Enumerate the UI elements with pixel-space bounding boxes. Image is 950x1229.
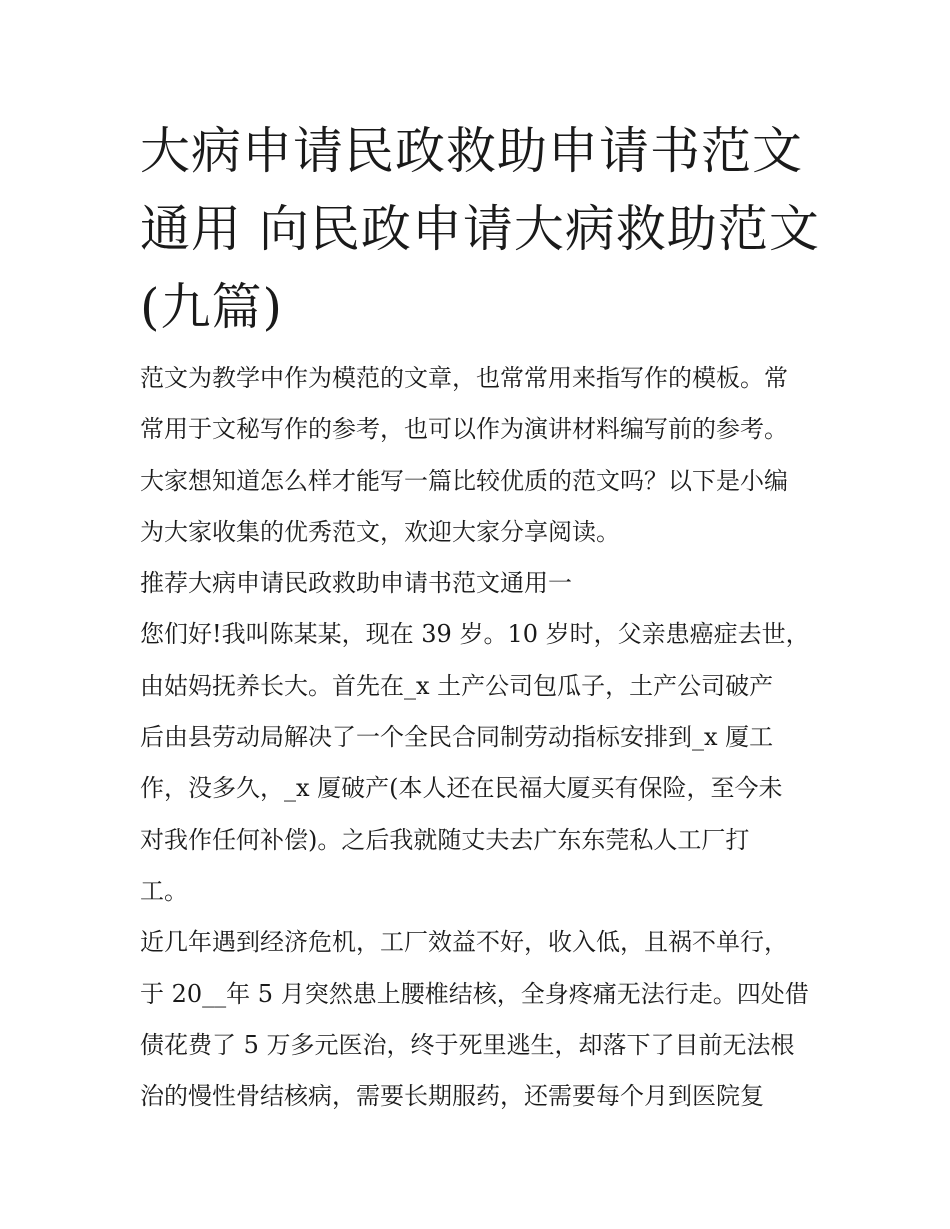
body-line: 工。 <box>140 876 188 905</box>
section-heading: 推荐大病申请民政救助申请书范文通用一 <box>140 569 572 598</box>
body-line: 大家想知道怎么样才能写一篇比较优质的范文吗？以下是小编 <box>140 466 788 495</box>
body-line: 您们好!我叫陈某某，现在 39 岁。10 岁时，父亲患癌症去世， <box>140 620 810 649</box>
document-title <box>140 112 820 346</box>
body-line: 于 20__年 5 月突然患上腰椎结核，全身疼痛无法行走。四处借 <box>140 979 809 1008</box>
body-line: 常用于文秘写作的参考，也可以作为演讲材料编写前的参考。 <box>140 415 788 444</box>
body-line: 范文为教学中作为模范的文章，也常常用来指写作的模板。常 <box>140 364 788 392</box>
body-line: 后由县劳动局解决了一个全民合同制劳动指标安排到_x 厦工 <box>140 723 774 752</box>
body-line: 作，没多久，_x 厦破产(本人还在民福大厦买有保险，至今未 <box>140 774 783 803</box>
body-line: 为大家收集的优秀范文，欢迎大家分享阅读。 <box>140 517 620 546</box>
title-line: 大病申请民政救助申请书范文 <box>140 122 803 180</box>
document-body <box>140 358 820 1127</box>
title-line: 通用 向民政申请大病救助范文 <box>140 200 820 258</box>
body-line: 由姑妈抚养长大。首先在_x 土产公司包瓜子，土产公司破产 <box>140 671 774 700</box>
body-line: 近几年遇到经济危机，工厂效益不好，收入低，且祸不单行， <box>140 928 788 957</box>
body-line: 债花费了 5 万多元医治，终于死里逃生，却落下了目前无法根 <box>140 1030 795 1059</box>
title-line: (九篇) <box>140 278 284 336</box>
body-line: 对我作任何补偿)。之后我就随丈夫去广东东莞私人工厂打 <box>140 825 750 854</box>
body-line: 治的慢性骨结核病，需要长期服药，还需要每个月到医院复 <box>140 1082 764 1111</box>
